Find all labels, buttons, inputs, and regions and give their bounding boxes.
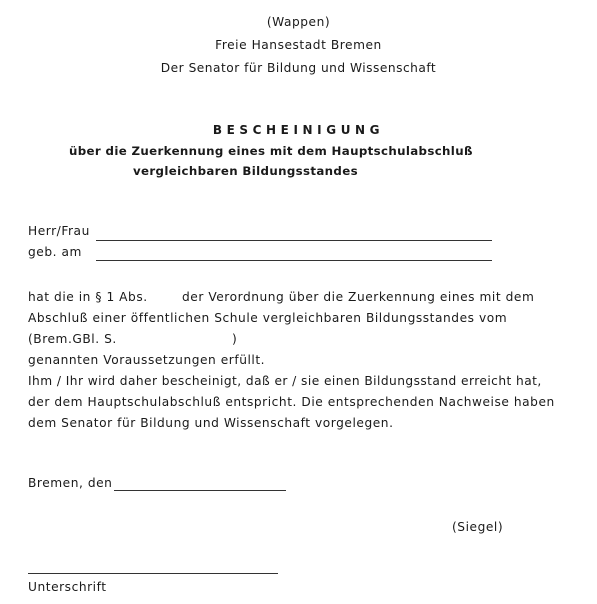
date-field-line xyxy=(114,490,286,491)
birth-label: geb. am xyxy=(28,245,82,259)
seal-placeholder: (Siegel) xyxy=(452,520,504,534)
document-subtitle-line2: vergleichbaren Bildungsstandes xyxy=(133,164,358,178)
letterhead-city: Freie Hansestadt Bremen xyxy=(215,38,382,52)
letterhead-authority: Der Senator für Bildung und Wissenschaft xyxy=(160,61,437,75)
body-line-2: Abschluß einer öffentlichen Schule vergleichbaren Bildungsstandes vom xyxy=(28,311,508,325)
document-subtitle-line1: über die Zuerkennung eines mit dem Hauptschulabschluß xyxy=(69,144,473,158)
body-line-3a: (Brem.GBl. S. xyxy=(28,332,117,346)
birth-field-line xyxy=(96,260,492,261)
name-label: Herr/Frau xyxy=(28,224,90,238)
place-date-label: Bremen, den xyxy=(28,476,113,490)
body-line-1b: der Verordnung über die Zuerkennung eines mit dem xyxy=(182,290,535,304)
body-line-6: der dem Hauptschulabschluß entspricht. Die entsprechenden Nachweise haben xyxy=(28,395,555,409)
body-line-4: genannten Voraussetzungen erfüllt. xyxy=(28,353,266,367)
emblem-placeholder: (Wappen) xyxy=(266,15,331,29)
signature-line xyxy=(28,573,278,574)
body-line-7: dem Senator für Bildung und Wissenschaft vorgelegen. xyxy=(28,416,394,430)
signature-label: Unterschrift xyxy=(28,580,107,594)
body-line-1a: hat die in § 1 Abs. xyxy=(28,290,148,304)
body-line-5: Ihm / Ihr wird daher bescheinigt, daß er / sie einen Bildungsstand erreicht hat, xyxy=(28,374,542,388)
document-title: BESCHEINIGUNG xyxy=(212,123,385,137)
body-line-3b: ) xyxy=(232,332,238,346)
name-field-line xyxy=(96,240,492,241)
